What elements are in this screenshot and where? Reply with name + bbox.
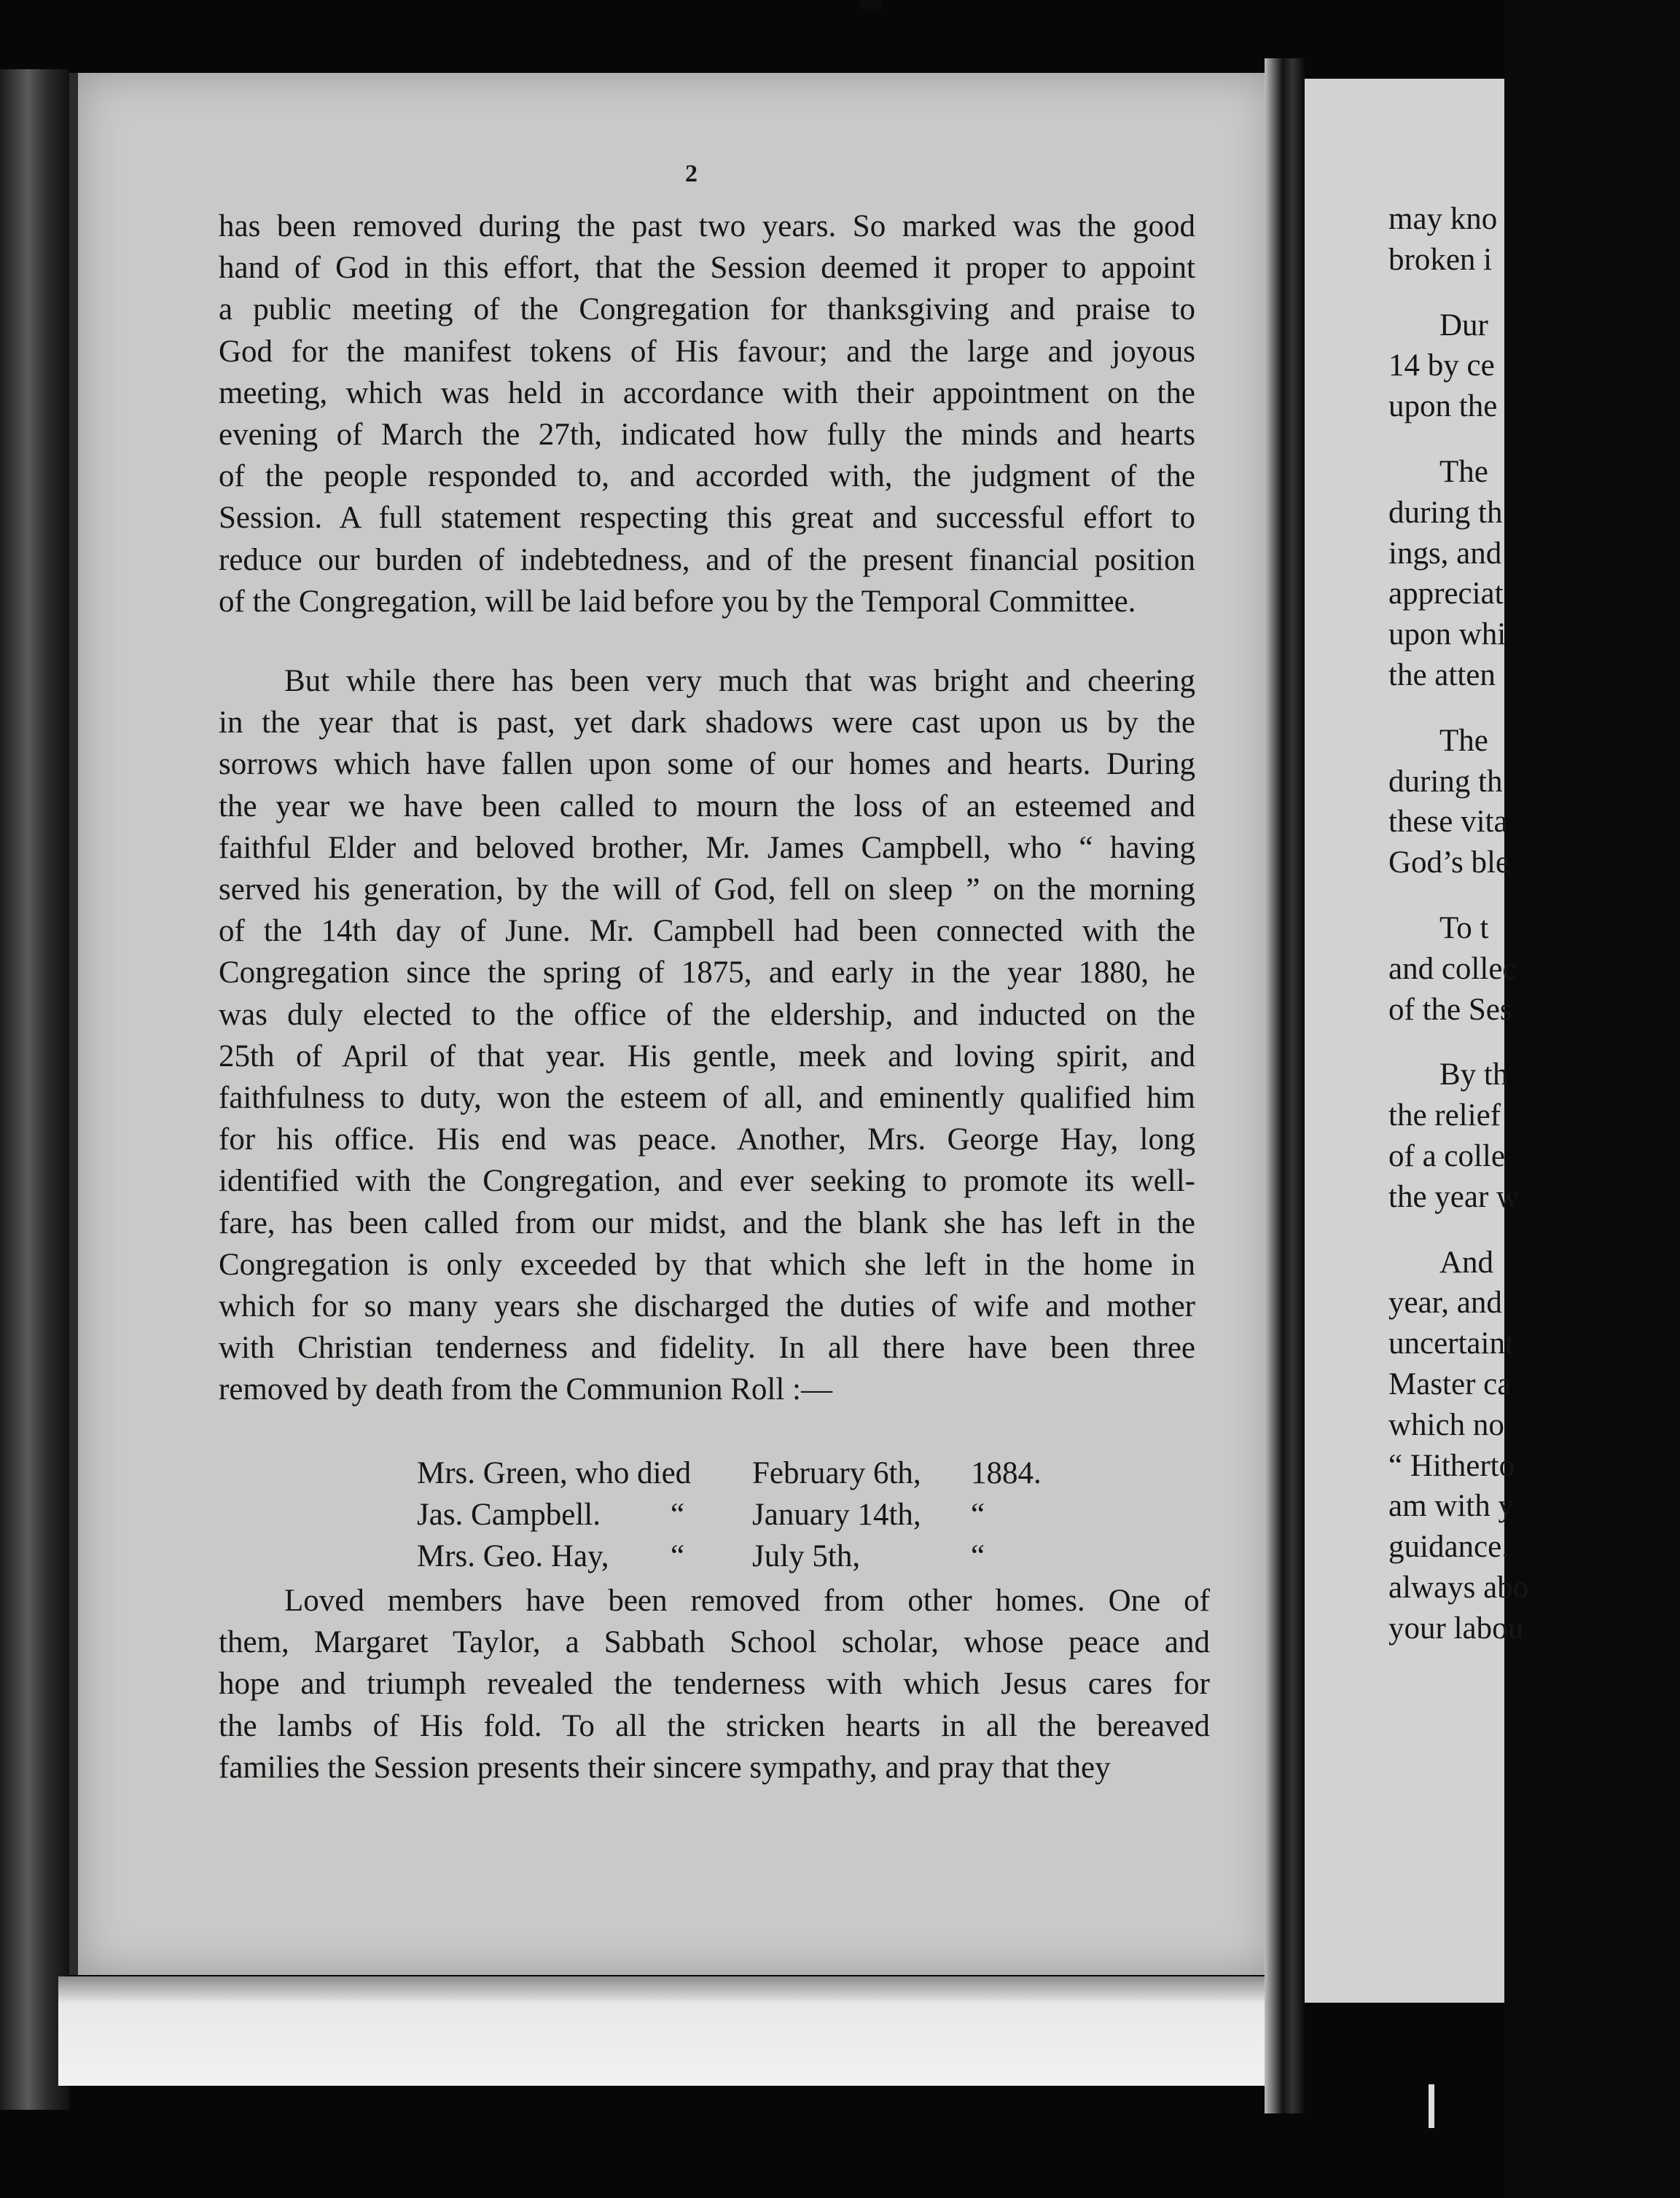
right-text-line: always abo [1388,1570,1529,1605]
communion-roll-entry [417,1536,1073,1577]
text-line: 25th of April of that year. His gentle, meek and loving spirit, and [219,1039,1195,1073]
text-line: in the year that is past, yet dark shadows were cast upon us by the [219,705,1195,740]
right-text-line: may kno [1388,202,1498,236]
text-line: families the Session presents their sincere sympathy, and pray that they [219,1750,1111,1785]
right-text-line: the year w [1388,1179,1520,1214]
paragraph-sympathy [219,1580,1210,1788]
text-line: served his generation, by the will of God, fell on sleep ” on the morning [219,872,1195,907]
text-line: the lambs of His fold. To all the stricken hearts in all the bereaved [219,1708,1210,1743]
right-text-line: during th [1388,495,1503,530]
text-line: was duly elected to the office of the eldership, and inducted on the [219,997,1195,1032]
page-number: 2 [685,160,698,187]
text-line: has been removed during the past two years. So marked was the good [219,209,1195,243]
roll-name: Jas. Campbell. [417,1498,601,1532]
right-text-line: 14 by ce [1388,348,1495,383]
text-line: hope and triumph revealed the tenderness with which Jesus cares for [219,1667,1210,1702]
text-line: God for the manifest tokens of His favour; and the large and joyous [219,334,1195,369]
book-binding-edge [0,69,69,2110]
roll-ditto: “ [671,1498,685,1532]
right-text-line: upon whi [1388,617,1507,652]
left-page-body [219,206,1195,1411]
right-text-line: these vita [1388,805,1508,840]
right-text-line: “ Hitherto [1388,1448,1515,1483]
text-line: of the people responded to, and accorded with, the judgment of the [219,459,1195,494]
right-text-line: The [1439,723,1488,758]
right-text-line: during th [1388,764,1503,799]
text-line: which for so many years she discharged the duties of wife and mother [219,1289,1195,1324]
right-text-line: By th [1439,1057,1509,1092]
right-text-line: the atten [1388,657,1496,692]
right-text-line: which no [1388,1407,1504,1442]
text-line: meeting, which was held in accordance with their appointment on the [219,375,1195,410]
roll-name: Mrs. Geo. Hay, [417,1539,609,1573]
right-text-line: of a colle [1388,1138,1505,1173]
book-gutter [1265,58,1305,2113]
roll-year: 1884. [971,1456,1042,1490]
right-text-line: and collec [1388,951,1517,986]
communion-roll-entry [417,1494,1073,1536]
text-line: of the 14th day of June. Mr. Campbell had been connected with the [219,914,1195,949]
right-text-line: broken i [1388,242,1493,277]
text-line: Congregation is only exceeded by that which she left in the home in [219,1247,1195,1282]
text-line: Loved members have been removed from other homes. One of [284,1584,1210,1618]
roll-ditto: “ [671,1539,685,1573]
text-line: for his office. His end was peace. Another, Mrs. George Hay, long [219,1122,1195,1157]
communion-roll-entry [417,1452,1073,1494]
left-page-margin [58,1976,1268,2086]
right-text-line: Dur [1439,308,1488,343]
right-text-line: year, and [1388,1286,1502,1321]
text-line: Session. A full statement respecting this great and successful effort to [219,501,1195,536]
text-line: Congregation since the spring of 1875, and early in the year 1880, he [219,955,1195,990]
roll-name: Mrs. Green, who died [417,1456,692,1490]
right-text-line: To t [1439,910,1489,945]
right-text-line: uncertaint [1388,1326,1514,1361]
communion-roll-list [417,1452,1073,1577]
scan-speck [860,0,882,9]
right-text-line: appreciat [1388,576,1504,611]
text-line: removed by death from the Communion Roll :— [219,1372,832,1407]
text-line: But while there has been very much that was bright and cheering [284,664,1195,699]
text-line: of the Congregation, will be laid before you by the Temporal Committee. [219,584,1136,619]
paragraph-bereavements [219,660,1195,1411]
right-page-text [1388,199,1680,1649]
text-line: a public meeting of the Congregation for thanksgiving and praise to [219,292,1195,327]
right-text-line: And [1439,1245,1494,1280]
text-line: hand of God in this effort, that the Session deemed it proper to appoint [219,251,1195,286]
right-text-line: the relief [1388,1098,1501,1133]
roll-year: “ [971,1498,985,1532]
right-text-line: The [1439,454,1488,489]
right-text-line: your labou [1388,1611,1524,1646]
right-text-line: ings, and [1388,536,1502,571]
roll-date: July 5th, [752,1539,861,1573]
text-line: reduce our burden of indebtedness, and of the present financial position [219,542,1195,577]
right-text-line: Master ca [1388,1366,1512,1401]
text-line: the year we have been called to mourn the loss of an esteemed and [219,789,1195,824]
right-text-line: upon the [1388,389,1498,424]
roll-date: February 6th, [752,1456,921,1490]
text-line: sorrows which have fallen upon some of our homes and hearts. During [219,747,1195,782]
text-line: faithfulness to duty, won the esteem of all, and eminently qualified him [219,1081,1195,1116]
text-line: faithful Elder and beloved brother, Mr. James Campbell, who “ having [219,830,1195,865]
text-line: identified with the Congregation, and ever seeking to promote its well- [219,1164,1195,1199]
roll-year: “ [971,1539,985,1573]
text-line: evening of March the 27th, indicated how fully the minds and hearts [219,418,1195,453]
right-text-line: guidance. [1388,1530,1509,1565]
paragraph-thanksgiving [219,206,1195,622]
text-line: them, Margaret Taylor, a Sabbath School scholar, whose peace and [219,1625,1210,1660]
right-text-line: of the Ses [1388,992,1512,1027]
roll-date: January 14th, [752,1498,921,1532]
text-line: fare, has been called from our midst, and the blank she has left in the [219,1205,1195,1240]
right-text-line: God’s ble [1388,845,1510,880]
text-line: with Christian tenderness and fidelity. In all there have been three [219,1331,1195,1366]
right-text-line: am with y [1388,1489,1514,1524]
scan-speck [1429,2084,1434,2128]
right-page [1305,79,1529,2003]
